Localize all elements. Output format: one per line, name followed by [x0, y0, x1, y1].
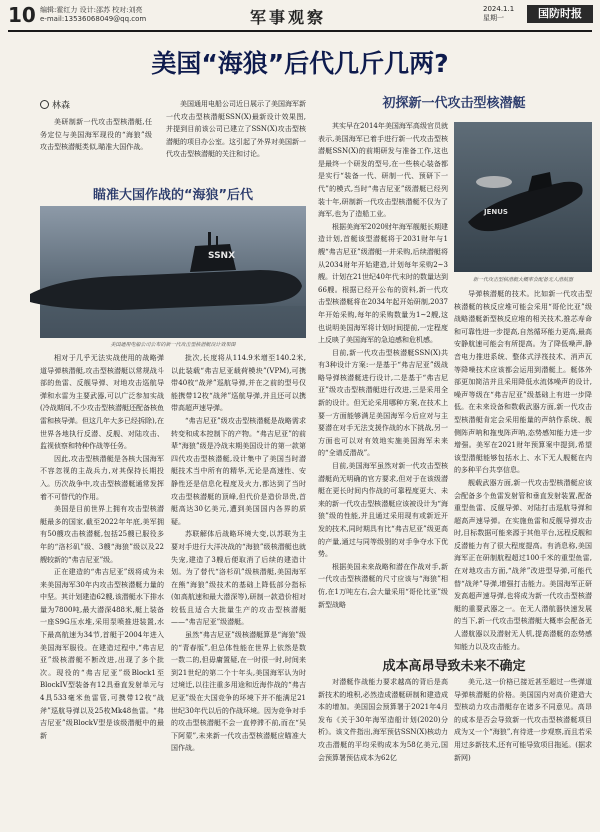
intro-right: 美国通用电船公司近日展示了美国海军新一代攻击型核潜艇SSN(X)最新设计效果图,并提到目前该公司已建立了SSN(X)攻击型核潜艇的项目办公室。这引起了外界对美国新一代攻击型核潜艇的关注和讨论。: [166, 100, 306, 159]
paragraph: 苏联解体后战略环境大变,以苏联为主要对手进行大洋决战的“海狼”级核潜艇也就失宠,建造了3艘后便取消了后续的建造计划。为了替代“洛杉矶”级核潜艇,美国海军在熊“海狼”级技术的基础上降低部分指标(如高航速和最大潜深等),研制一款造价相对较低且适合大批量生产的攻击型核潜艇——“弗吉尼亚”级潜艇。: [171, 530, 306, 627]
section2-heading: 初探新一代攻击型核潜艇: [382, 96, 526, 111]
photo2-caption: 新一代攻击型核潜艇大概率会配备无人潜航器: [472, 277, 573, 283]
section1-heading: 瞄准大国作战的“海狼”后代: [92, 188, 254, 203]
paragraph: 因此,攻击型核潜艇是各核大国海军不容忽视的主战兵力,对其保持长期投入。历次战争中,攻击型核潜艇通常发挥着不可替代的作用。: [40, 454, 164, 501]
submarine-1-illustration: [40, 206, 306, 338]
paragraph: “弗吉尼亚”级攻击型核潜艇是战略需求转变和成本控制下的产物。“弗吉尼亚”的前辈“海狼”级是冷战末期美国设计的第一款第四代攻击型核潜艇,设计集中了美国当时潜艇技术当中所有的精华,无论是高速性、安静性还是信息化程度及火力,都达到了当时攻击型核潜艇的顶峰,但代价是造价昂贵,首艇高达30亿美元,遭到美国国内各界的质疑。: [171, 416, 306, 526]
photo1-caption: 美国通用电船公司公布的新一代攻击型核潜艇设计效果图: [110, 342, 236, 348]
sec3-col1: [318, 676, 448, 828]
date-text: 2024.1.1: [483, 5, 515, 13]
paragraph: 批次,长度将从114.9米增至140.2米,以此装载“弗吉尼亚载荷模块”(VPM),可携带40枚“战斧”巡航导弹,并在之前的型号仅能携带12枚“战斧”巡航导弹,并且还可以携带高超声速导弹。: [171, 354, 306, 413]
submarine-photo-2: [454, 122, 592, 272]
page-header: [0, 0, 600, 34]
sec2-col2: [454, 288, 592, 651]
sec1-col1: [40, 352, 164, 828]
paragraph: 舰载武器方面,新一代攻击型核潜艇应该会配备多个鱼雷发射管和垂直发射装置,配备重型鱼雷、反舰导弹、对陆打击巡航导弹和超高声速导弹。在实施鱼雷和反舰导弹攻击时,目标数据可能来源于其他平台,远程反舰和反潜能力有了很大程度提高。有消息称,美国海军正在研制航程超过100千米的重型鱼雷,在对地攻击方面,“战斧”改进型导弹,可能代替“战斧”导弹,增强打击能力。美国海军正研发高超声速导弹,也将成为新一代攻击型核潜艇的重要武器之一。在无人潜航器快速发展的当下,新一代攻击型核潜艇大概率会配备无人潜航器以及潜射无人机,提高潜艇的态势感知能力以及攻击能力。: [454, 478, 592, 651]
page-number: 10: [8, 3, 36, 27]
paragraph: 根据美国未来战略和潜在作战对手,新一代攻击型核潜艇的尺寸应该与“海狼”相仿,在1万吨左右,会大量采用“哥伦比亚”级新型战略: [318, 562, 448, 609]
submarine-2-illustration: [454, 122, 592, 272]
header-divider: [8, 30, 592, 32]
submarine-photo-1: [40, 206, 306, 338]
sec3-col2: [454, 676, 592, 828]
author-byline: [40, 98, 70, 111]
paragraph: 目前,美国海军虽然对新一代攻击型核潜艇尚无明确的官方要求,但对于在该级潜艇在更长时间内作战的可靠程度更大、未来的新一代攻击型核潜艇应该被设计为“海狼”级的性能,并且通过采用现有或新近开发的技术,同时期具有比“弗吉尼亚”级更高的产量,通过与同等级别的对手争夺水下优势。: [318, 462, 448, 559]
paragraph: 其实早在2014年美国海军高级官员就表示,美国海军已着手进行新一代攻击型核潜艇SSN(X)的前期研发与准备工作,这也是最终一个研发的型号,在一些核心装备都是实行“装备一代、研制一代、预研下一代”的模式,当时“弗吉尼亚”级潜艇已经列装十年,研制新一代攻击型核潜艇不仅为了海军,也为了造船工业。: [318, 122, 448, 219]
section3-heading: 成本高昂导致未来不确定: [382, 659, 526, 674]
editor-info: [40, 6, 146, 24]
author-name: 林森: [52, 101, 71, 111]
hull-label-1: SSNX: [208, 251, 236, 261]
sec2-col1: [318, 120, 448, 612]
paragraph: 相对于几乎无法实战使用的战略弹道导弹核潜艇,攻击型核潜艇以常规战斗部的鱼雷、反舰导弹、对地攻击巡航导弹和水雷为主要武器,可以广泛参加实战(冷战期间,不少攻击型核潜艇还配备核鱼雷和核导弹。但这几年大多已经拆除),在世界各地执行反潜、反舰、对陆攻击、监视侦察和特种作战等任务。: [40, 354, 164, 451]
byline-dot-icon: [40, 100, 49, 109]
editor-names: 编辑:霍红力 设计:邵苏 校对:刘亮: [40, 6, 143, 14]
intro-left: 美研制新一代攻击型核潜艇,任务定位与美国海军现役的“海狼”级攻击型核潜艇类似,瞄准大国作战。: [40, 118, 152, 152]
paragraph: 美国是目前世界上拥有攻击型核潜艇最多的国家,截至2022年年底,美军拥有50艘攻击核潜艇,包括25艘已服役多年的“洛杉矶”级、3艘“海狼”级以及22艘较新的“弗吉尼亚”级。: [40, 505, 164, 564]
paragraph: 虽然“弗吉尼亚”级核潜艇算是“海狼”级的“青春版”,但总体性能在世界上依然是数一数二的,但毋庸置疑,在一时很一时,时间来到21世纪的第二个十年头,美国海军认为时过境迁,以往注重多用途和近海作战的“弗吉尼亚”级在大国竞争的环境下并不能满足21世纪30年代以后的作战环境。因为竞争对手的攻击型核潜艇不会一直停滞不前,而在“吴下阿蒙”,未来新一代攻击型核潜艇应瞄准大国作战。: [171, 631, 306, 753]
section-name: 军事观察: [250, 8, 327, 27]
paragraph: 目前,新一代攻击型核潜艇SSN(X)共有3种设计方案:一是基于“弗吉尼亚”级战略导弹核潜艇进行设计,二是基于“弗吉尼亚”级攻击型核潜艇进行改进,三是采用全新的设计。但无论采用哪种方案,在技术上要一方面能够满足美国海军今后应对与主要潜在对手无法支援作战的水下挑战,另一方面也可以对有效地实施美国海军未来的“全谱反潜战”。: [318, 348, 448, 458]
issue-date: [483, 5, 514, 23]
paragraph: 美元,这一价格已接近甚至超过一些弹道导弹核潜艇的价格。美国国内对高价建造大型核动力攻击潜艇存在诸多不同意见。高昂的成本是否会导致新一代攻击型核潜艇项目成为又一个“海狼”,有待进一步观察,而且若采用过多新技术,还有可能导致项目拖延。(据求新网): [454, 678, 592, 762]
weekday-text: 星期一: [483, 14, 504, 22]
sec1-col2: [171, 352, 306, 828]
editor-email: e-mail:13536068049@qq.com: [40, 15, 147, 23]
paragraph: 正在建造的“弗吉尼亚”级将成为未来美国海军30年内攻击型核潜艇力量的中坚。其计划建造62艘,该潜艇水下排水量为7800吨,最大潜深488米,艇上装备一座S9G压水堆,采用泵喷推进装置,水下最高航速为34节,首艇于2004年进入美国海军服役。在建造过程中,“弗吉尼亚”级核潜艇不断改进,出现了多个批次。现役的“弗吉尼亚”级Block1至BlockIV型装备有12具垂直发射单元与4具533毫米鱼雷管,可携带12枚“战斧”巡航导弹以及25枚Mk48鱼雷。“弗吉尼亚”级BlockV型是该级潜艇中的最新: [40, 568, 164, 740]
newspaper-logo: 国防时报: [527, 5, 593, 23]
paragraph: 导弹核潜艇的技术。比如新一代攻击型核潜艇的核反应堆可能会采用“哥伦比亚”级战略潜艇新型核反应堆的相关技术,推芯寿命和可靠性进一步提高,自然循环能力更高,最高安静航速可能会有所提高。为了降低噪声,静音电力推进系统、整体式浮筏技术、消声瓦等降噪技术应该都会运用到潜艇上。艇体外部更加简洁并且采用降低水流体噪声的设计,噪声等级在“弗吉尼亚”级基础上有进一步降低。在未来设备和数载武器方面,新一代攻击型核潜艇肯定会采用能量的声纳作系统、舰侧阵声呐和拖曳阵声呐,态势感知能力进一步增强。美军在2021财年预算案中提到,希望该型潜艇能够包括水上、水下无人舰艇在内的多种平台共享信息。: [454, 290, 592, 475]
paragraph: 对潜艇作战能力要求越高的背后是高新技术的堆积,必然造成潜艇研制和建造成本的增加。美国国会预算署于2021年4月发布《关于30年海军造船计划(2020)分析》。该文件指出,海军预估SSN(X)核动力攻击潜艇的平均采购成本为58亿美元,国会预算署预估成本为62亿: [318, 678, 448, 762]
paragraph: 根据美海军2020财年海军舰艇长期建造计划,首艇该型潜艇将于2031财年与1艘“弗吉尼亚”级潜艇一并采购,后续潜艇将从2034财年开始建造,计划每年采购2~3艘。计划在21世纪40年代末时的数量达到66艘。根据已经开公布的资料,新一代攻击型核潜艇将在2034年起开始研制,2037年开始采购,每年的采购数量为1~2艘,这也说明美国海军将计划时间提前,一定程度上反映了美国海军的急迫感和危机感。: [318, 222, 448, 345]
hull-label-2: JENUS: [484, 208, 508, 216]
article-title: 美国“海狼”后代几斤几两?: [151, 49, 449, 78]
